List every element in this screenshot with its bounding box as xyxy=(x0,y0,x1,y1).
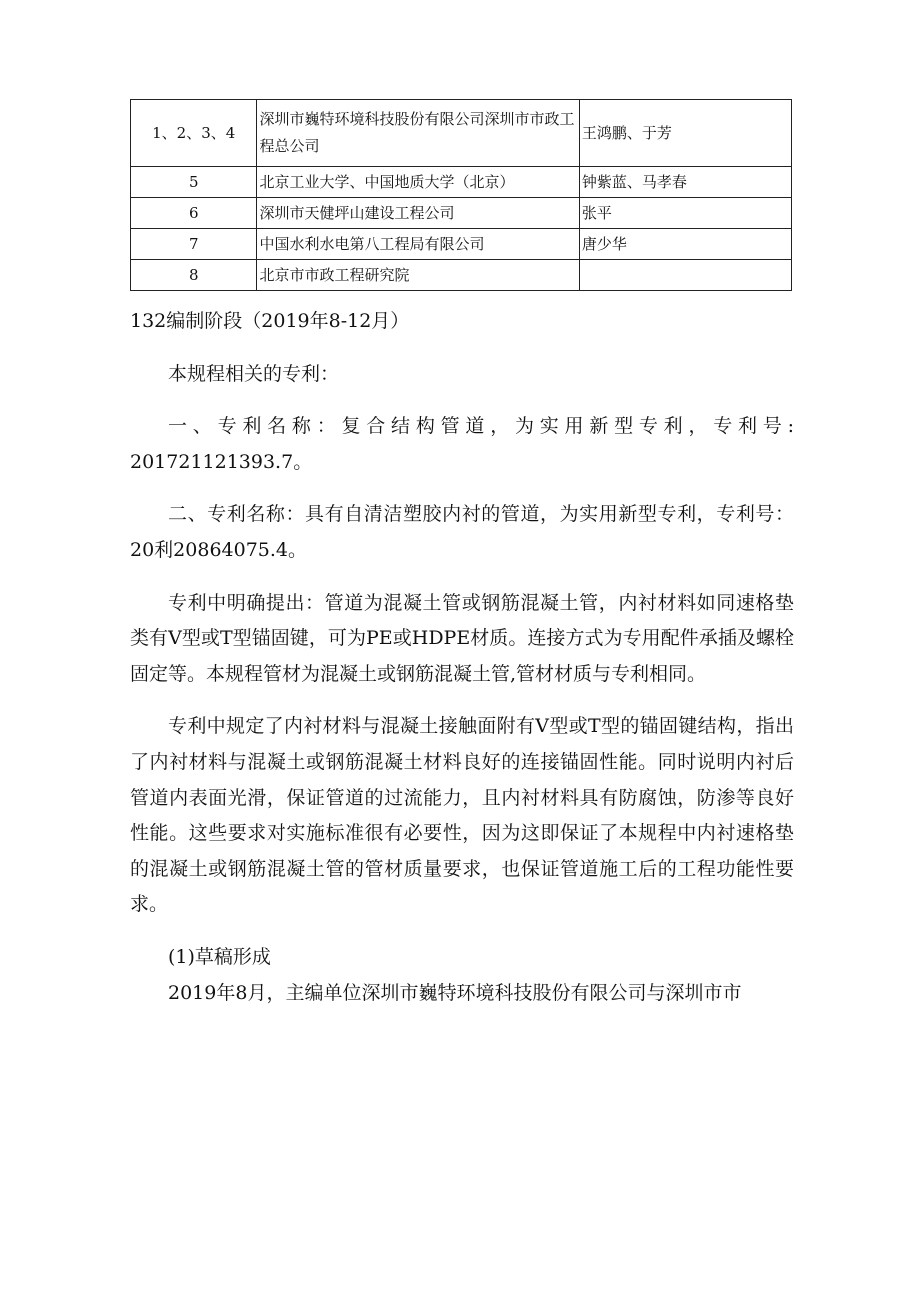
row-number-cell: 7 xyxy=(131,229,257,260)
patent-two-paragraph: 二、专利名称：具有自清洁塑胶内衬的管道，为实用新型专利，专利号：20利20864075.4。 xyxy=(130,503,794,561)
unit-name-cell: 深圳市天健坪山建设工程公司 xyxy=(257,198,579,229)
patent-requirement-paragraph: 专利中规定了内衬材料与混凝土接触面附有V型或T型的锚固键结构，指出了内衬材料与混凝土或钢筋混凝土材料良好的连接锚固性能。同时说明内衬后管道内表面光滑，保证管道的过流能力，且内衬材料具有防腐蚀，防渗等良好性能。这些要求对实施标准很有必要性，因为这即保证了本规程中内衬速格垫的混凝土或钢筋混凝土管的管材质量要求，也保证管道施工后的工程功能性要求。 xyxy=(130,715,794,916)
patent-claim-paragraph: 专利中明确提出：管道为混凝土管或钢筋混凝土管，内衬材料如同速格垫类有V型或T型锚固键，可为PE或HDPE材质。连接方式为专用配件承插及螺栓固定等。本规程管材为混凝土或钢筋混凝土管,管材材质与专利相同。 xyxy=(130,591,794,685)
row-number-cell: 5 xyxy=(131,167,257,198)
row-number-cell: 1、2、3、4 xyxy=(131,100,257,167)
row-number-cell: 8 xyxy=(131,260,257,291)
unit-name-cell: 中国水利水电第八工程局有限公司 xyxy=(257,229,579,260)
table-row xyxy=(131,167,792,198)
persons-cell: 唐少华 xyxy=(579,229,791,260)
persons-cell: 张平 xyxy=(579,198,791,229)
section-heading: 132编制阶段（2019年8-12月） xyxy=(130,310,410,332)
table-row xyxy=(131,260,792,291)
participating-units-table xyxy=(130,99,792,291)
draft-paragraph: 2019年8月，主编单位深圳市巍特环境科技股份有限公司与深圳市市 xyxy=(168,981,742,1004)
row-number-cell: 6 xyxy=(131,198,257,229)
patent-intro: 本规程相关的专利： xyxy=(168,362,340,385)
body-text xyxy=(130,304,794,1011)
unit-name-cell: 深圳市巍特环境科技股份有限公司深圳市市政工程总公司 xyxy=(257,100,579,167)
persons-cell xyxy=(579,260,791,291)
unit-name-cell: 北京工业大学、中国地质大学（北京） xyxy=(257,167,579,198)
persons-cell: 钟紫蓝、马孝春 xyxy=(579,167,791,198)
draft-subheading: (1)草稿形成 xyxy=(168,945,271,968)
patent-one-paragraph: 一、专利名称：复合结构管道，为实用新型专利，专利号: 201721121393.7。 xyxy=(130,415,794,473)
table-row xyxy=(131,100,792,167)
table-row xyxy=(131,198,792,229)
persons-cell: 王鸿鹏、于芳 xyxy=(579,100,791,167)
unit-name-cell: 北京市市政工程研究院 xyxy=(257,260,579,291)
table-row xyxy=(131,229,792,260)
